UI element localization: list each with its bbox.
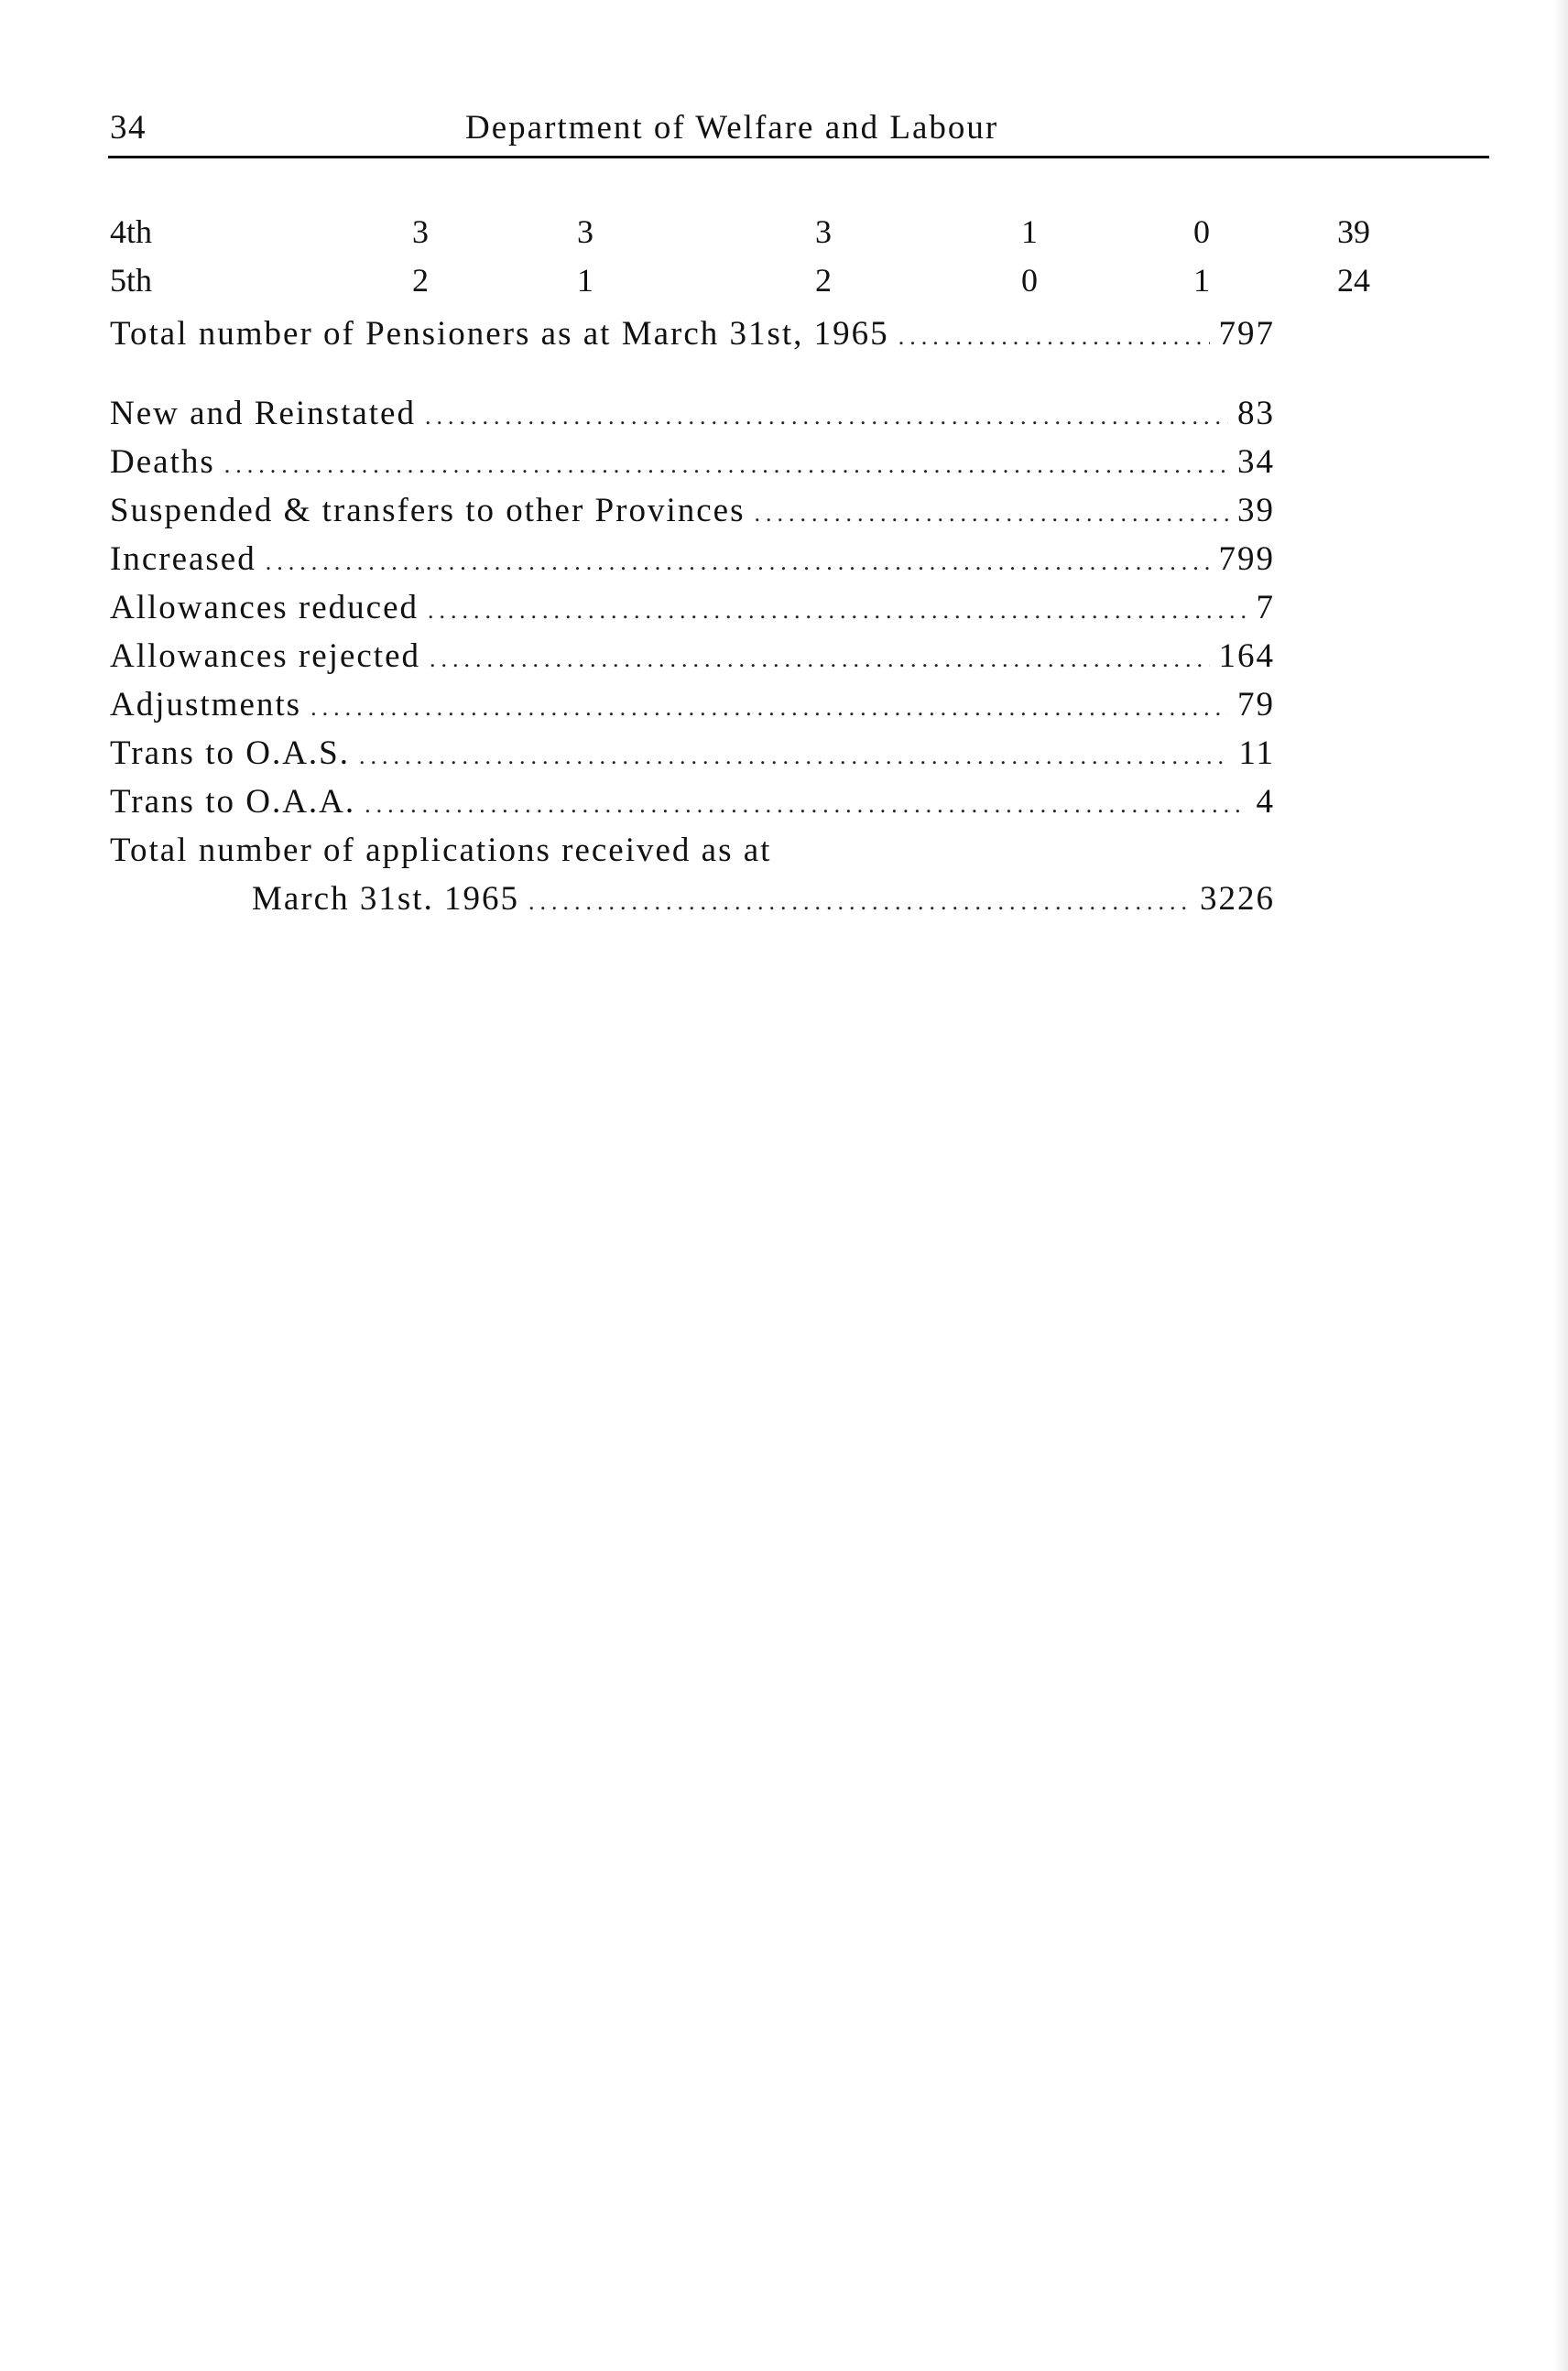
dot-leader (310, 694, 1228, 722)
table-cell: 1 (1021, 213, 1038, 250)
summary-value: 4 (1256, 783, 1275, 821)
summary-value: 34 (1237, 443, 1275, 481)
table-cell: 2 (412, 262, 429, 299)
summary-line (110, 588, 1275, 634)
summary-label: New and Reinstated (110, 395, 416, 432)
summary-label: Adjustments (110, 686, 302, 723)
total-pensioners-label: Total number of Pensioners as at March 31st, 1965 (110, 315, 889, 353)
table-cell: 0 (1021, 262, 1038, 299)
summary-label: Increased (110, 540, 256, 578)
summary-line (110, 491, 1275, 537)
running-title: Department of Welfare and Labour (465, 109, 999, 147)
summary-label: Deaths (110, 443, 215, 481)
dot-leader (428, 597, 1247, 625)
summary-value: 799 (1218, 540, 1275, 578)
summary-label: Allowances reduced (110, 589, 419, 626)
applications-line (252, 879, 1275, 925)
dot-leader (425, 403, 1228, 430)
table-row (110, 261, 1465, 305)
table-cell: 0 (1193, 213, 1210, 250)
dot-leader (898, 323, 1210, 351)
page-number: 34 (110, 109, 147, 147)
table-cell: 24 (1337, 262, 1370, 299)
summary-line (110, 539, 1275, 585)
table-cell: 1 (577, 262, 593, 299)
row-label: 4th (110, 213, 153, 250)
summary-value: 79 (1237, 686, 1275, 723)
table-cell: 3 (577, 213, 593, 250)
total-pensioners-value: 797 (1218, 315, 1275, 353)
total-pensioners-line (110, 314, 1275, 360)
dot-leader (754, 500, 1228, 527)
summary-label: Suspended & transfers to other Provinces (110, 492, 746, 529)
summary-line (110, 636, 1275, 682)
applications-label-line-1: Total number of applications received as at (110, 832, 772, 869)
summary-line (110, 734, 1275, 779)
summary-value: 83 (1237, 395, 1275, 432)
dot-leader (224, 451, 1228, 479)
table-cell: 3 (815, 213, 832, 250)
summary-value: 164 (1218, 637, 1275, 675)
page-edge-shadow (1553, 0, 1568, 2371)
applications-label-line-2: March 31st. 1965 (252, 880, 519, 918)
dot-leader (365, 791, 1247, 819)
table-cell: 39 (1337, 213, 1370, 250)
summary-label: Trans to O.A.S. (110, 734, 350, 772)
table-cell: 2 (815, 262, 832, 299)
summary-line (110, 685, 1275, 731)
summary-label: Trans to O.A.A. (110, 783, 356, 821)
dot-leader (266, 549, 1210, 576)
table-cell: 3 (412, 213, 429, 250)
dot-leader (359, 743, 1229, 770)
summary-line (110, 782, 1275, 828)
dot-leader (430, 646, 1210, 673)
dot-leader (528, 888, 1191, 916)
summary-value: 7 (1256, 589, 1275, 626)
table-cell: 1 (1193, 262, 1210, 299)
table-row (110, 212, 1465, 256)
summary-line (110, 442, 1275, 488)
summary-value: 11 (1238, 734, 1275, 772)
running-header (110, 108, 1484, 154)
row-label: 5th (110, 262, 153, 299)
applications-value: 3226 (1200, 880, 1275, 918)
summary-value: 39 (1237, 492, 1275, 529)
summary-line (110, 394, 1275, 440)
header-rule (108, 156, 1489, 158)
summary-label: Allowances rejected (110, 637, 420, 675)
